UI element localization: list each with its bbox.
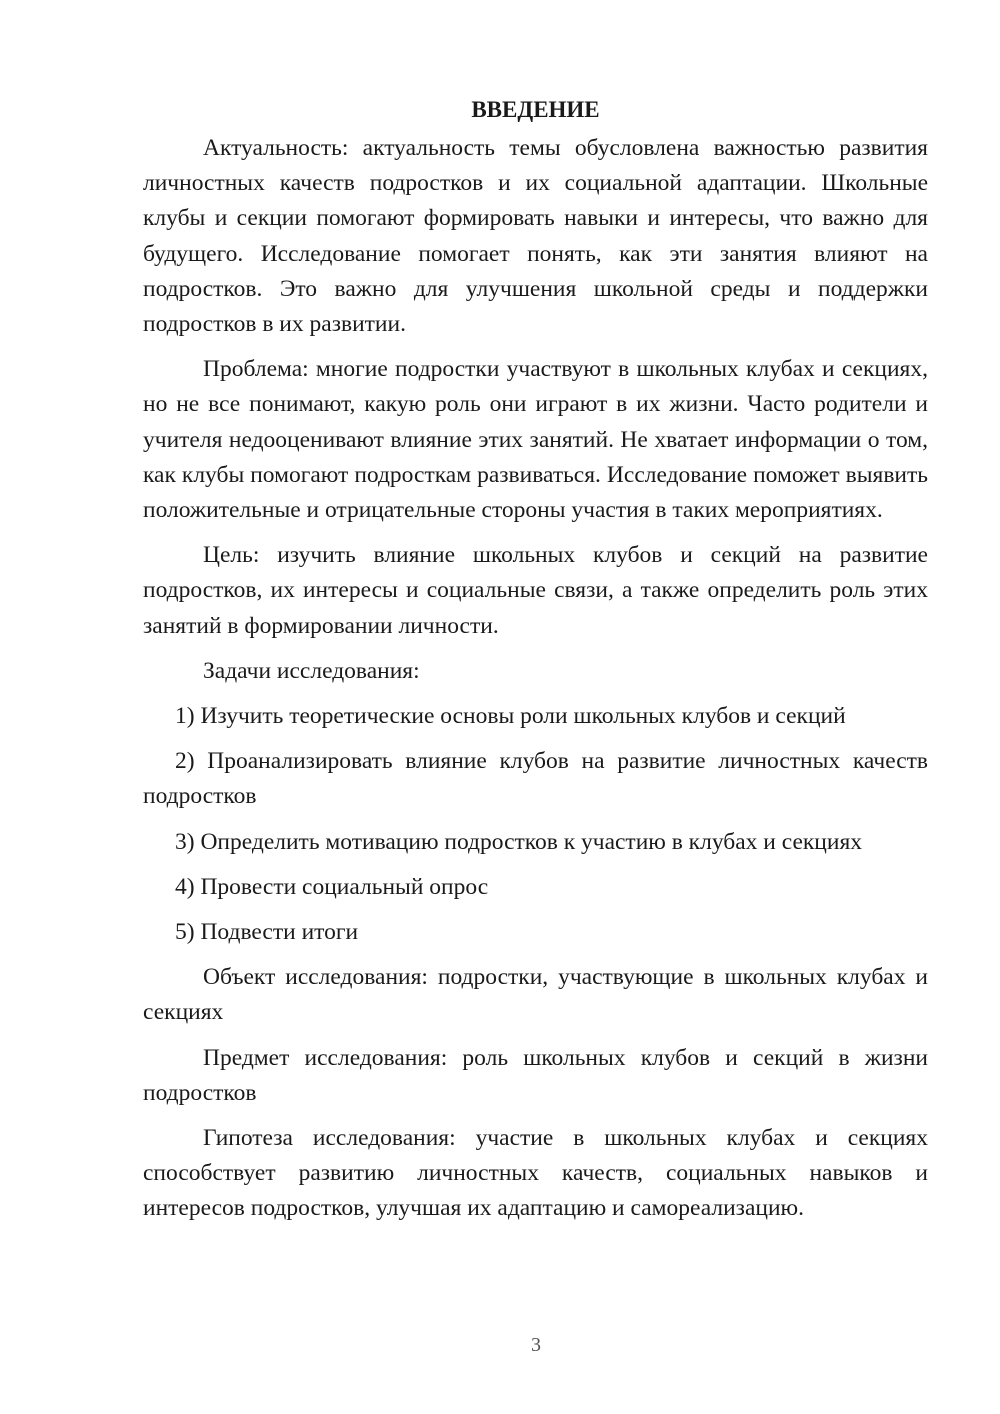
task-item: 1) Изучить теоретические основы роли школьных клубов и секций [175,703,846,730]
task-item: 4) Провести социальный опрос [175,873,489,900]
paragraph-object: Объект исследования: подростки, участвующие в школьных клубах и секциях [143,964,928,1026]
paragraph-tasks-heading: Задачи исследования: [203,657,420,684]
document-page [143,92,928,1237]
paragraph-hypothesis: Гипотеза исследования: участие в школьных клубах и секциях способствует развитию личностных качеств, социальных навыков и интересов подростков, улучшая их адаптацию и самореализацию. [143,1125,928,1222]
paragraph-problem: Проблема: многие подростки участвуют в школьных клубах и секциях, но не все понимают, какую роль они играют в их жизни. Часто родители и учителя недооценивают влияние этих занятий. Не хватает информации о том, как клубы помогают подросткам развиваться. Исследование поможет выявить положительные и отрицательные стороны участия в таких мероприятиях. [143,356,928,524]
task-item: 3) Определить мотивацию подростков к участию в клубах и секциях [175,828,863,855]
section-title: ВВЕДЕНИЕ [471,97,600,122]
paragraph-relevance: Актуальность: актуальность темы обусловлена важностью развития личностных качеств подростков и их социальной адаптации. Школьные клубы и секции помогают формировать навыки и интересы, что важно для будущего. Исследование помогает понять, как эти занятия влияют на подростков. Это важно для улучшения школьной среды и поддержки подростков в их развитии. [143,135,928,338]
task-item: 2) Проанализировать влияние клубов на развитие личностных качеств подростков [143,748,928,810]
page-number: 3 [531,1334,541,1356]
paragraph-subject: Предмет исследования: роль школьных клубов и секций в жизни подростков [143,1044,928,1106]
paragraph-goal: Цель: изучить влияние школьных клубов и секций на развитие подростков, их интересы и социальные связи, а также определить роль этих занятий в формировании личности. [143,542,928,639]
task-item: 5) Подвести итоги [175,919,359,946]
